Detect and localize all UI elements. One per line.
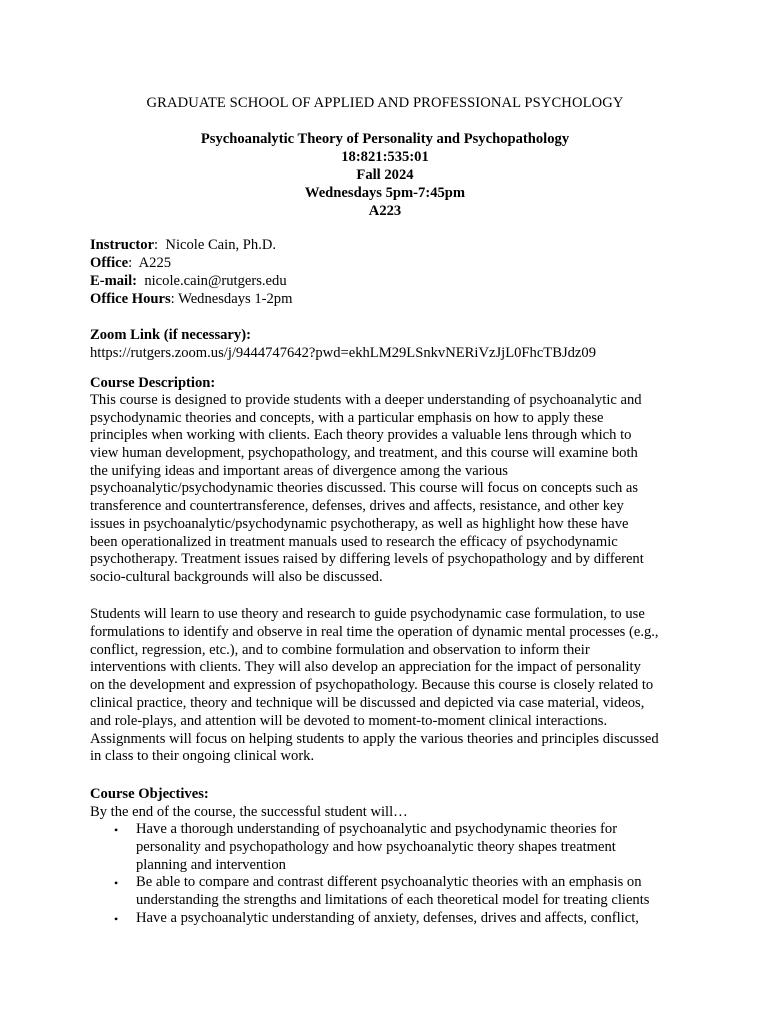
course-description	[90, 374, 690, 587]
paragraph-line: view human development, psychopathology, and treatment, and this course will examine both	[90, 445, 638, 462]
objective-item	[90, 821, 710, 874]
paragraph-line: on the development and expression of psychopathology. Because this course is closely related to	[90, 677, 654, 694]
objective-item	[90, 910, 710, 928]
objective-item	[90, 874, 710, 910]
course-schedule: Wednesdays 5pm-7:45pm	[304, 185, 466, 201]
objective-line: Have a psychoanalytic understanding of anxiety, defenses, drives and affects, conflict,	[136, 909, 639, 926]
instructor-value: : Nicole Cain, Ph.D.	[154, 237, 277, 253]
paragraph-line: been operationalized in treatment manuals used to research the efficacy of psychodynamic	[90, 533, 618, 550]
office-label: Office	[90, 255, 129, 271]
course-room: A223	[368, 203, 402, 219]
paragraph-line: conflict, regression, etc.), and to combine formulation and observation to inform their	[90, 641, 590, 658]
paragraph-line: in class to their ongoing clinical work.	[90, 748, 315, 765]
paragraph-line: principles when working with clients. Each theory provides a valuable lens through which to	[90, 427, 632, 444]
course-code: 18:821:535:01	[341, 149, 429, 165]
description-paragraph-1	[90, 392, 690, 587]
email-label: E-mail:	[90, 273, 138, 289]
paragraph-line: psychodynamic theories and concepts, with a particular emphasis on how to apply these	[90, 409, 604, 426]
zoom-section	[90, 326, 690, 362]
paragraph-line: the unifying ideas and important areas of divergence among the various	[90, 462, 508, 479]
course-objectives	[90, 785, 710, 928]
office-line	[90, 254, 690, 272]
paragraph-line: Students will learn to use theory and research to guide psychodynamic case formulation, to use	[90, 606, 645, 622]
paragraph-line: psychotherapy. Treatment issues raised by differing levels of psychopathology and by different	[90, 551, 644, 568]
objective-line: Have a thorough understanding of psychoanalytic and psychodynamic theories for	[136, 821, 618, 837]
objectives-intro: By the end of the course, the successful student will…	[90, 804, 408, 820]
instructor-info	[90, 236, 690, 308]
objectives-heading: Course Objectives:	[90, 786, 209, 802]
objective-line: personality and psychopathology and how psychoanalytic theory shapes treatment	[136, 838, 616, 855]
course-header	[0, 130, 770, 220]
paragraph-line: formulations to identify and observe in real time the operation of dynamic mental processes (e.g.,	[90, 623, 659, 640]
course-title: Psychoanalytic Theory of Personality and Psychopathology	[200, 131, 570, 147]
email-line	[90, 272, 690, 290]
description-paragraph-2	[90, 606, 690, 766]
email-value[interactable]: nicole.cain@rutgers.edu	[137, 273, 287, 289]
description-heading: Course Description:	[90, 375, 216, 391]
paragraph-line: issues in psychoanalytic/psychodynamic psychotherapy, as well as highlight how these have	[90, 515, 629, 532]
paragraph-line: clinical practice, theory and technique will be discussed and depicted via case material, videos,	[90, 694, 645, 711]
instructor-label: Instructor	[90, 237, 155, 253]
objective-line: Be able to compare and contrast different psychoanalytic theories with an emphasis on	[136, 874, 642, 891]
objective-line: planning and intervention	[136, 856, 286, 873]
bullet-icon: •	[114, 876, 119, 891]
objectives-list	[90, 821, 710, 928]
zoom-label: Zoom Link (if necessary):	[90, 327, 251, 343]
course-term: Fall 2024	[356, 167, 414, 183]
paragraph-line: socio-cultural backgrounds will also be discussed.	[90, 568, 383, 585]
bullet-icon: •	[114, 823, 119, 837]
office-hours-label: Office Hours	[90, 291, 171, 307]
office-value: : A225	[128, 255, 172, 271]
office-hours-line	[90, 290, 690, 308]
zoom-url-line	[90, 344, 690, 362]
office-hours-value: : Wednesdays 1-2pm	[170, 291, 293, 307]
paragraph-line: Assignments will focus on helping students to apply the various theories and principles discussed	[90, 730, 659, 747]
paragraph-line: psychoanalytic/psychodynamic theories discussed. This course will focus on concepts such as	[90, 480, 639, 497]
paragraph-line: interventions with clients. They will also develop an appreciation for the impact of personality	[90, 659, 641, 676]
paragraph-line: This course is designed to provide students with a deeper understanding of psychoanalytic and	[90, 392, 642, 408]
school-name: GRADUATE SCHOOL OF APPLIED AND PROFESSIONAL PSYCHOLOGY	[146, 95, 624, 111]
bullet-icon: •	[114, 911, 119, 926]
paragraph-line: and role-plays, and attention will be devoted to moment-to-moment clinical interactions.	[90, 712, 608, 729]
zoom-link[interactable]: https://rutgers.zoom.us/j/9444747642?pwd=ekhLM29LSnkvNERiVzJjL0FhcTBJdz09	[90, 345, 597, 361]
instructor-line	[90, 236, 690, 254]
paragraph-line: transference and countertransference, defenses, drives and affects, resistance, and other key	[90, 498, 624, 515]
objective-line: understanding the strengths and limitations of each theoretical model for treating clients	[136, 892, 650, 909]
